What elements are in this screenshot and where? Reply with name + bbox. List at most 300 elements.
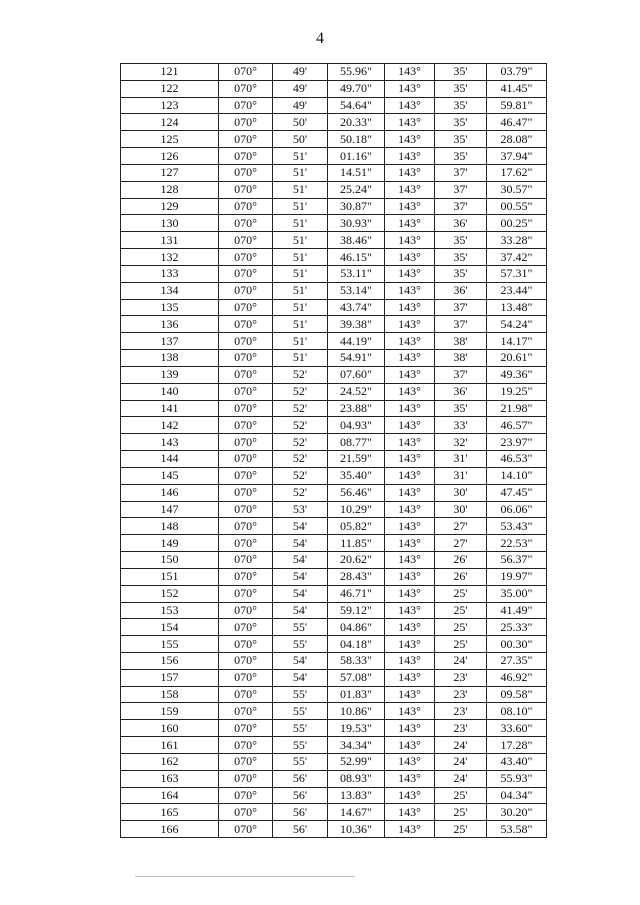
cell-lat-degrees: 070° [219, 501, 273, 518]
cell-lon-minutes: 38' [435, 350, 487, 367]
cell-lon-seconds: 57.31" [487, 265, 547, 282]
cell-lon-degrees: 143° [385, 518, 435, 535]
cell-lon-minutes: 25' [435, 804, 487, 821]
cell-lat-seconds: 28.43" [328, 568, 385, 585]
table-row [121, 181, 547, 198]
cell-lat-seconds: 05.82" [328, 518, 385, 535]
cell-lon-minutes: 36' [435, 215, 487, 232]
cell-lat-seconds: 20.62" [328, 552, 385, 569]
cell-lon-minutes: 23' [435, 669, 487, 686]
cell-lon-seconds: 04.34" [487, 787, 547, 804]
cell-lon-seconds: 03.79" [487, 64, 547, 81]
cell-point-number: 157 [121, 669, 219, 686]
cell-lat-minutes: 54' [273, 585, 328, 602]
cell-lon-degrees: 143° [385, 64, 435, 81]
cell-point-number: 156 [121, 652, 219, 669]
cell-lon-seconds: 41.49" [487, 602, 547, 619]
cell-lon-seconds: 53.58" [487, 821, 547, 838]
cell-lon-degrees: 143° [385, 215, 435, 232]
cell-lon-seconds: 22.53" [487, 535, 547, 552]
cell-lon-degrees: 143° [385, 181, 435, 198]
cell-lon-seconds: 00.55" [487, 198, 547, 215]
table-row [121, 164, 547, 181]
cell-lat-degrees: 070° [219, 114, 273, 131]
page-number: 4 [316, 30, 324, 47]
cell-lon-degrees: 143° [385, 804, 435, 821]
cell-point-number: 165 [121, 804, 219, 821]
table-row [121, 333, 547, 350]
cell-point-number: 124 [121, 114, 219, 131]
table-row [121, 787, 547, 804]
cell-lon-seconds: 25.33" [487, 619, 547, 636]
cell-lat-degrees: 070° [219, 568, 273, 585]
cell-lon-degrees: 143° [385, 97, 435, 114]
cell-point-number: 122 [121, 80, 219, 97]
cell-point-number: 142 [121, 417, 219, 434]
cell-lat-minutes: 51' [273, 333, 328, 350]
cell-lat-minutes: 56' [273, 787, 328, 804]
cell-point-number: 162 [121, 753, 219, 770]
cell-lat-degrees: 070° [219, 518, 273, 535]
cell-lat-seconds: 35.40" [328, 467, 385, 484]
cell-point-number: 147 [121, 501, 219, 518]
cell-lon-minutes: 32' [435, 434, 487, 451]
cell-lat-degrees: 070° [219, 215, 273, 232]
cell-lon-degrees: 143° [385, 535, 435, 552]
cell-lon-degrees: 143° [385, 552, 435, 569]
cell-lat-minutes: 55' [273, 737, 328, 754]
table-row [121, 434, 547, 451]
cell-lat-minutes: 56' [273, 770, 328, 787]
table-row [121, 80, 547, 97]
cell-lat-seconds: 34.34" [328, 737, 385, 754]
cell-point-number: 137 [121, 333, 219, 350]
cell-lon-minutes: 24' [435, 770, 487, 787]
cell-point-number: 149 [121, 535, 219, 552]
cell-point-number: 131 [121, 232, 219, 249]
cell-lat-degrees: 070° [219, 787, 273, 804]
cell-lat-seconds: 24.52" [328, 383, 385, 400]
table-row [121, 299, 547, 316]
cell-lon-minutes: 27' [435, 535, 487, 552]
cell-lat-degrees: 070° [219, 64, 273, 81]
cell-lon-degrees: 143° [385, 686, 435, 703]
cell-lat-seconds: 54.91" [328, 350, 385, 367]
cell-lat-degrees: 070° [219, 804, 273, 821]
cell-lat-seconds: 46.71" [328, 585, 385, 602]
cell-lon-seconds: 17.28" [487, 737, 547, 754]
cell-lat-degrees: 070° [219, 669, 273, 686]
cell-lon-seconds: 56.37" [487, 552, 547, 569]
table-row [121, 316, 547, 333]
cell-lat-degrees: 070° [219, 249, 273, 266]
cell-lon-minutes: 35' [435, 265, 487, 282]
cell-lon-degrees: 143° [385, 148, 435, 165]
table-row [121, 535, 547, 552]
cell-lat-minutes: 52' [273, 366, 328, 383]
table-row [121, 770, 547, 787]
table-row [121, 451, 547, 468]
cell-lon-minutes: 30' [435, 501, 487, 518]
cell-point-number: 163 [121, 770, 219, 787]
cell-lat-seconds: 39.38" [328, 316, 385, 333]
cell-lat-degrees: 070° [219, 131, 273, 148]
cell-lat-seconds: 44.19" [328, 333, 385, 350]
cell-lon-degrees: 143° [385, 299, 435, 316]
cell-point-number: 161 [121, 737, 219, 754]
cell-lat-minutes: 51' [273, 215, 328, 232]
cell-lat-seconds: 53.14" [328, 282, 385, 299]
cell-lat-minutes: 52' [273, 451, 328, 468]
cell-lat-degrees: 070° [219, 434, 273, 451]
cell-point-number: 130 [121, 215, 219, 232]
cell-lon-minutes: 25' [435, 619, 487, 636]
cell-lon-seconds: 55.93" [487, 770, 547, 787]
cell-lat-degrees: 070° [219, 619, 273, 636]
cell-point-number: 129 [121, 198, 219, 215]
cell-lon-degrees: 143° [385, 703, 435, 720]
cell-lon-degrees: 143° [385, 350, 435, 367]
cell-lon-minutes: 35' [435, 64, 487, 81]
cell-lon-minutes: 35' [435, 148, 487, 165]
cell-lon-minutes: 27' [435, 518, 487, 535]
cell-lon-degrees: 143° [385, 669, 435, 686]
cell-lon-minutes: 37' [435, 198, 487, 215]
cell-lat-degrees: 070° [219, 686, 273, 703]
cell-lon-minutes: 25' [435, 636, 487, 653]
cell-lon-degrees: 143° [385, 636, 435, 653]
cell-lat-seconds: 59.12" [328, 602, 385, 619]
table-row [121, 97, 547, 114]
cell-lon-degrees: 143° [385, 383, 435, 400]
table-row [121, 619, 547, 636]
cell-lon-degrees: 143° [385, 787, 435, 804]
cell-lat-minutes: 51' [273, 249, 328, 266]
cell-lon-seconds: 27.35" [487, 652, 547, 669]
cell-lat-minutes: 55' [273, 686, 328, 703]
cell-lat-degrees: 070° [219, 164, 273, 181]
cell-point-number: 154 [121, 619, 219, 636]
cell-point-number: 166 [121, 821, 219, 838]
cell-lat-minutes: 51' [273, 164, 328, 181]
cell-lat-seconds: 53.11" [328, 265, 385, 282]
cell-lon-degrees: 143° [385, 434, 435, 451]
cell-lat-degrees: 070° [219, 299, 273, 316]
cell-lat-minutes: 54' [273, 602, 328, 619]
cell-lat-degrees: 070° [219, 602, 273, 619]
cell-point-number: 158 [121, 686, 219, 703]
cell-lon-degrees: 143° [385, 198, 435, 215]
table-row [121, 131, 547, 148]
cell-lon-minutes: 35' [435, 80, 487, 97]
cell-point-number: 152 [121, 585, 219, 602]
cell-lat-seconds: 49.70" [328, 80, 385, 97]
table-row [121, 518, 547, 535]
cell-lon-degrees: 143° [385, 821, 435, 838]
table-row [121, 198, 547, 215]
cell-lat-minutes: 55' [273, 703, 328, 720]
cell-point-number: 126 [121, 148, 219, 165]
cell-lon-seconds: 08.10" [487, 703, 547, 720]
cell-lat-degrees: 070° [219, 552, 273, 569]
cell-lon-seconds: 23.97" [487, 434, 547, 451]
cell-point-number: 123 [121, 97, 219, 114]
cell-lat-minutes: 52' [273, 434, 328, 451]
cell-lon-seconds: 23.44" [487, 282, 547, 299]
table-row [121, 467, 547, 484]
cell-lat-degrees: 070° [219, 703, 273, 720]
cell-point-number: 144 [121, 451, 219, 468]
cell-lon-degrees: 143° [385, 417, 435, 434]
cell-lat-minutes: 51' [273, 316, 328, 333]
cell-lon-degrees: 143° [385, 619, 435, 636]
cell-lon-degrees: 143° [385, 451, 435, 468]
cell-point-number: 139 [121, 366, 219, 383]
cell-lon-seconds: 59.81" [487, 97, 547, 114]
cell-lon-seconds: 46.53" [487, 451, 547, 468]
cell-lon-seconds: 19.97" [487, 568, 547, 585]
cell-lat-minutes: 56' [273, 804, 328, 821]
table-row [121, 383, 547, 400]
cell-lon-degrees: 143° [385, 568, 435, 585]
cell-lon-seconds: 20.61" [487, 350, 547, 367]
table-row [121, 484, 547, 501]
cell-lon-minutes: 23' [435, 720, 487, 737]
cell-lon-degrees: 143° [385, 366, 435, 383]
cell-point-number: 145 [121, 467, 219, 484]
cell-lon-minutes: 25' [435, 787, 487, 804]
cell-lat-minutes: 55' [273, 636, 328, 653]
cell-lat-degrees: 070° [219, 333, 273, 350]
cell-lon-seconds: 30.20" [487, 804, 547, 821]
cell-lat-degrees: 070° [219, 652, 273, 669]
cell-lon-seconds: 09.58" [487, 686, 547, 703]
coordinates-table-body [121, 64, 547, 838]
cell-lat-seconds: 01.83" [328, 686, 385, 703]
cell-lon-minutes: 25' [435, 585, 487, 602]
cell-lat-degrees: 070° [219, 821, 273, 838]
cell-lat-minutes: 54' [273, 518, 328, 535]
cell-lon-seconds: 53.43" [487, 518, 547, 535]
cell-lat-seconds: 23.88" [328, 400, 385, 417]
cell-lon-seconds: 54.24" [487, 316, 547, 333]
table-row [121, 821, 547, 838]
cell-point-number: 141 [121, 400, 219, 417]
table-row [121, 652, 547, 669]
table-row [121, 737, 547, 754]
cell-lon-seconds: 33.28" [487, 232, 547, 249]
table-row [121, 215, 547, 232]
cell-lat-degrees: 070° [219, 400, 273, 417]
cell-point-number: 127 [121, 164, 219, 181]
table-row [121, 720, 547, 737]
cell-lon-seconds: 46.92" [487, 669, 547, 686]
cell-lat-degrees: 070° [219, 451, 273, 468]
cell-lat-degrees: 070° [219, 181, 273, 198]
cell-lon-degrees: 143° [385, 131, 435, 148]
cell-lat-minutes: 52' [273, 383, 328, 400]
cell-lat-minutes: 50' [273, 131, 328, 148]
cell-lon-minutes: 37' [435, 316, 487, 333]
cell-lon-seconds: 06.06" [487, 501, 547, 518]
table-row [121, 148, 547, 165]
cell-lat-seconds: 21.59" [328, 451, 385, 468]
cell-point-number: 159 [121, 703, 219, 720]
cell-lon-degrees: 143° [385, 602, 435, 619]
table-row [121, 114, 547, 131]
cell-lon-seconds: 41.45" [487, 80, 547, 97]
cell-lat-seconds: 19.53" [328, 720, 385, 737]
cell-lat-minutes: 54' [273, 652, 328, 669]
cell-point-number: 153 [121, 602, 219, 619]
cell-lat-minutes: 51' [273, 181, 328, 198]
cell-point-number: 125 [121, 131, 219, 148]
cell-lat-seconds: 14.51" [328, 164, 385, 181]
table-row [121, 366, 547, 383]
table-row [121, 669, 547, 686]
cell-lon-degrees: 143° [385, 720, 435, 737]
cell-lon-minutes: 24' [435, 737, 487, 754]
cell-lat-degrees: 070° [219, 484, 273, 501]
cell-lat-degrees: 070° [219, 97, 273, 114]
cell-lon-minutes: 35' [435, 131, 487, 148]
table-row [121, 417, 547, 434]
cell-lon-seconds: 00.25" [487, 215, 547, 232]
cell-lon-degrees: 143° [385, 501, 435, 518]
cell-lon-degrees: 143° [385, 737, 435, 754]
cell-lat-seconds: 52.99" [328, 753, 385, 770]
table-row [121, 585, 547, 602]
cell-lat-degrees: 070° [219, 80, 273, 97]
cell-point-number: 151 [121, 568, 219, 585]
table-row [121, 64, 547, 81]
cell-lat-minutes: 52' [273, 467, 328, 484]
cell-lon-degrees: 143° [385, 467, 435, 484]
cell-lat-minutes: 56' [273, 821, 328, 838]
cell-lon-minutes: 23' [435, 686, 487, 703]
cell-lon-degrees: 143° [385, 652, 435, 669]
cell-lat-seconds: 01.16" [328, 148, 385, 165]
cell-lat-seconds: 25.24" [328, 181, 385, 198]
cell-lon-degrees: 143° [385, 249, 435, 266]
cell-lat-minutes: 51' [273, 232, 328, 249]
cell-lon-seconds: 00.30" [487, 636, 547, 653]
cell-lat-seconds: 38.46" [328, 232, 385, 249]
table-row [121, 282, 547, 299]
cell-lon-seconds: 13.48" [487, 299, 547, 316]
cell-point-number: 128 [121, 181, 219, 198]
cell-lon-degrees: 143° [385, 265, 435, 282]
cell-lat-seconds: 04.18" [328, 636, 385, 653]
cell-lon-minutes: 35' [435, 249, 487, 266]
cell-lat-seconds: 07.60" [328, 366, 385, 383]
cell-lat-seconds: 13.83" [328, 787, 385, 804]
cell-lat-minutes: 49' [273, 80, 328, 97]
table-row [121, 753, 547, 770]
cell-lat-seconds: 10.86" [328, 703, 385, 720]
table-row [121, 703, 547, 720]
cell-lon-minutes: 24' [435, 753, 487, 770]
table-row [121, 804, 547, 821]
cell-lat-minutes: 51' [273, 350, 328, 367]
cell-lon-degrees: 143° [385, 753, 435, 770]
cell-lon-degrees: 143° [385, 400, 435, 417]
cell-lat-seconds: 04.93" [328, 417, 385, 434]
cell-lat-seconds: 14.67" [328, 804, 385, 821]
cell-lon-degrees: 143° [385, 282, 435, 299]
cell-lon-degrees: 143° [385, 80, 435, 97]
cell-lon-minutes: 37' [435, 181, 487, 198]
cell-lon-degrees: 143° [385, 585, 435, 602]
cell-lon-seconds: 30.57" [487, 181, 547, 198]
cell-lat-minutes: 51' [273, 265, 328, 282]
coordinates-table [120, 63, 547, 838]
table-row [121, 249, 547, 266]
cell-lat-seconds: 55.96" [328, 64, 385, 81]
cell-lat-degrees: 070° [219, 316, 273, 333]
cell-lon-minutes: 25' [435, 602, 487, 619]
cell-lat-minutes: 55' [273, 753, 328, 770]
cell-lat-seconds: 56.46" [328, 484, 385, 501]
cell-lon-minutes: 26' [435, 568, 487, 585]
cell-lat-minutes: 54' [273, 535, 328, 552]
cell-point-number: 146 [121, 484, 219, 501]
cell-point-number: 160 [121, 720, 219, 737]
cell-lon-seconds: 21.98" [487, 400, 547, 417]
cell-point-number: 148 [121, 518, 219, 535]
cell-lat-degrees: 070° [219, 148, 273, 165]
cell-lon-minutes: 26' [435, 552, 487, 569]
cell-point-number: 140 [121, 383, 219, 400]
cell-lat-minutes: 51' [273, 282, 328, 299]
table-row [121, 636, 547, 653]
table-row [121, 501, 547, 518]
cell-lon-seconds: 37.42" [487, 249, 547, 266]
cell-lon-minutes: 37' [435, 366, 487, 383]
cell-lon-seconds: 14.10" [487, 467, 547, 484]
cell-lat-degrees: 070° [219, 753, 273, 770]
cell-lon-seconds: 43.40" [487, 753, 547, 770]
cell-lat-degrees: 070° [219, 282, 273, 299]
cell-lon-degrees: 143° [385, 232, 435, 249]
cell-lat-degrees: 070° [219, 770, 273, 787]
cell-lon-minutes: 38' [435, 333, 487, 350]
cell-lat-degrees: 070° [219, 535, 273, 552]
cell-lat-minutes: 55' [273, 619, 328, 636]
cell-lat-minutes: 51' [273, 299, 328, 316]
cell-lat-degrees: 070° [219, 737, 273, 754]
cell-lon-seconds: 28.08" [487, 131, 547, 148]
cell-lat-degrees: 070° [219, 265, 273, 282]
cell-lon-minutes: 23' [435, 703, 487, 720]
table-row [121, 686, 547, 703]
cell-lat-degrees: 070° [219, 198, 273, 215]
cell-lat-minutes: 55' [273, 720, 328, 737]
cell-point-number: 164 [121, 787, 219, 804]
cell-point-number: 132 [121, 249, 219, 266]
cell-lon-minutes: 24' [435, 652, 487, 669]
cell-lat-seconds: 08.77" [328, 434, 385, 451]
cell-lon-minutes: 33' [435, 417, 487, 434]
page-footer-rule [135, 876, 355, 877]
table-row [121, 602, 547, 619]
table-row [121, 400, 547, 417]
cell-lon-degrees: 143° [385, 333, 435, 350]
cell-lat-seconds: 58.33" [328, 652, 385, 669]
cell-lat-minutes: 53' [273, 501, 328, 518]
cell-lat-degrees: 070° [219, 467, 273, 484]
cell-lon-seconds: 46.47" [487, 114, 547, 131]
